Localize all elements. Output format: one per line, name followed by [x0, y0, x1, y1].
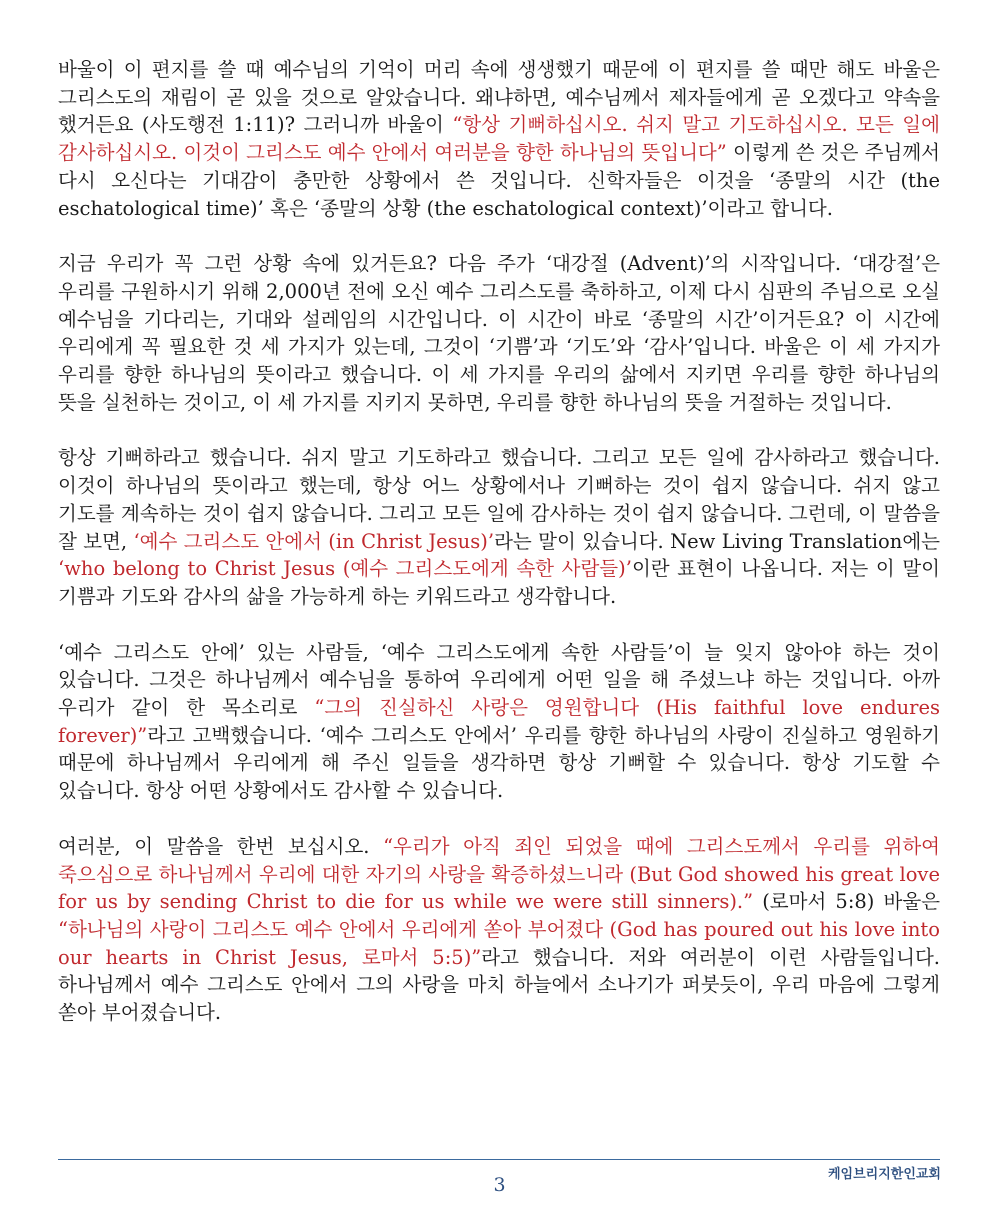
- paragraph-3-text-2: 라는 말이 있습니다. New Living Translation에는: [494, 529, 941, 553]
- paragraph-2-text-1: 지금 우리가 꼭 그런 상황 속에 있거든요? 다음 주가 ‘대강절 (Advent)’의 시작입니다. ‘대강절’은 우리를 구원하시기 위해 2,000년 전에 오신 예수 그리스도를 축하하고, 이제 다시 심판의 주님으로 오실 예수님을 기다리는, 기대와 설레임의 시간입니다. 이 시간이 바로 ‘종말의 시간’이거든요? 이 시간에 우리에게 꼭 필요한 것 세 가지가 있는데, 그것이 ‘기쁨’과 ‘기도’와 ‘감사’입니다. 바울은 이 세 가지가 우리를 향한 하나님의 뜻이라고 했습니다. 이 세 가지를 우리의 삶에서 지키면 우리를 향한 하나님의 뜻을 실천하는 것이고, 이 세 가지를 지키지 못하면, 우리를 향한 하나님의 뜻을 거절하는 것입니다.: [58, 252, 940, 414]
- paragraph-4-quote-1: “그의 진실하신 사랑은 영원합니다 (His faithful love endures forever)”: [58, 696, 940, 747]
- paragraph-5-quote-2: “하나님의 사랑이 그리스도 예수 안에서 우리에게 쏟아 부어졌다 (God has poured out his love into our hearts in Christ Jesus, 로마서 5:5)”: [58, 917, 940, 969]
- paragraph-4: [58, 639, 940, 805]
- paragraph-3: [58, 444, 940, 610]
- paragraph-4-text-2: 라고 고백했습니다. ‘예수 그리스도 안에서’ 우리를 향한 하나님의 사랑이 진실하고 영원하기 때문에 하나님께서 우리에게 해 주신 일들을 생각하면 항상 기뻐할 수 있습니다. 항상 기도할 수 있습니다. 항상 어떤 상황에서도 감사할 수 있습니다.: [58, 723, 940, 803]
- footer-divider: [58, 1159, 940, 1160]
- paragraph-2: [58, 250, 940, 416]
- paragraph-5: [58, 833, 940, 1027]
- paragraph-3-quote-1: ‘예수 그리스도 안에서 (in Christ Jesus)’: [133, 529, 495, 553]
- paragraph-1-quote-1: “항상 기뻐하십시오. 쉬지 말고 기도하십시오. 모든 일에 감사하십시오. 이것이 그리스도 예수 안에서 여러분을 향한 하나님의 뜻입니다”: [58, 113, 940, 165]
- paragraph-1-text-2: 이렇게 쓴 것은 주님께서 다시 오신다는 기대감이 충만한 상황에서 쓴 것입니다. 신학자들은 이것을 ‘종말의 시간 (the eschatological time)’ 혹은 ‘종말의 상황 (the eschatological context)’이라고 합니다.: [58, 141, 940, 220]
- page-body: [58, 56, 940, 1055]
- paragraph-5-text-2: (로마서 5:8) 바울은: [753, 890, 941, 914]
- church-name: 케임브리지한인교회: [827, 1167, 941, 1182]
- paragraph-5-text-1: 여러분, 이 말씀을 한번 보십시오.: [58, 834, 384, 858]
- paragraph-3-text-3: 이란 표현이 나옵니다. 저는 이 말이 기쁨과 기도와 감사의 삶을 가능하게 하는 키워드라고 생각합니다.: [58, 557, 940, 608]
- page-number: 3: [493, 1174, 506, 1196]
- paragraph-1-text-1: 바울이 이 편지를 쓸 때 예수님의 기억이 머리 속에 생생했기 때문에 이 편지를 쓸 때만 해도 바울은 그리스도의 재림이 곧 있을 것으로 알았습니다. 왜냐하면, 예수님께서 제자들에게 곧 오겠다고 약속을 했거든요 (사도행전 1:11)? 그러니까 바울이: [58, 58, 940, 137]
- paragraph-3-text-1: 항상 기뻐하라고 했습니다. 쉬지 말고 기도하라고 했습니다. 그리고 모든 일에 감사하라고 했습니다. 이것이 하나님의 뜻이라고 했는데, 항상 어느 상황에서나 기뻐하는 것이 쉽지 않습니다. 쉬지 않고 기도를 계속하는 것이 쉽지 않습니다. 그리고 모든 일에 감사하는 것이 쉽지 않습니다. 그런데, 이 말씀을 잘 보면,: [58, 446, 940, 553]
- paragraph-1: [58, 56, 940, 222]
- paragraph-5-quote-1: “우리가 아직 죄인 되었을 때에 그리스도께서 우리를 위하여 죽으심으로 하나님께서 우리에 대한 자기의 사랑을 확증하셨느니라 (But God showed his great love for us by sending Christ to die for us while we were still sinners).”: [58, 834, 940, 914]
- paragraph-4-text-1: ‘예수 그리스도 안에’ 있는 사람들, ‘예수 그리스도에게 속한 사람들’이 늘 잊지 않아야 하는 것이 있습니다. 그것은 하나님께서 예수님을 통하여 우리에게 어떤 일을 해 주셨느냐 하는 것입니다. 아까 우리가 같이 한 목소리로: [58, 640, 940, 720]
- paragraph-3-quote-2: ‘who belong to Christ Jesus (예수 그리스도에게 속한 사람들)’: [58, 557, 632, 581]
- paragraph-5-text-3: 라고 했습니다. 저와 여러분이 이런 사람들입니다. 하나님께서 예수 그리스도 안에서 그의 사랑을 마치 하늘에서 소나기가 퍼붓듯이, 우리 마음에 그렇게 쏟아 부어졌습니다.: [58, 945, 940, 1025]
